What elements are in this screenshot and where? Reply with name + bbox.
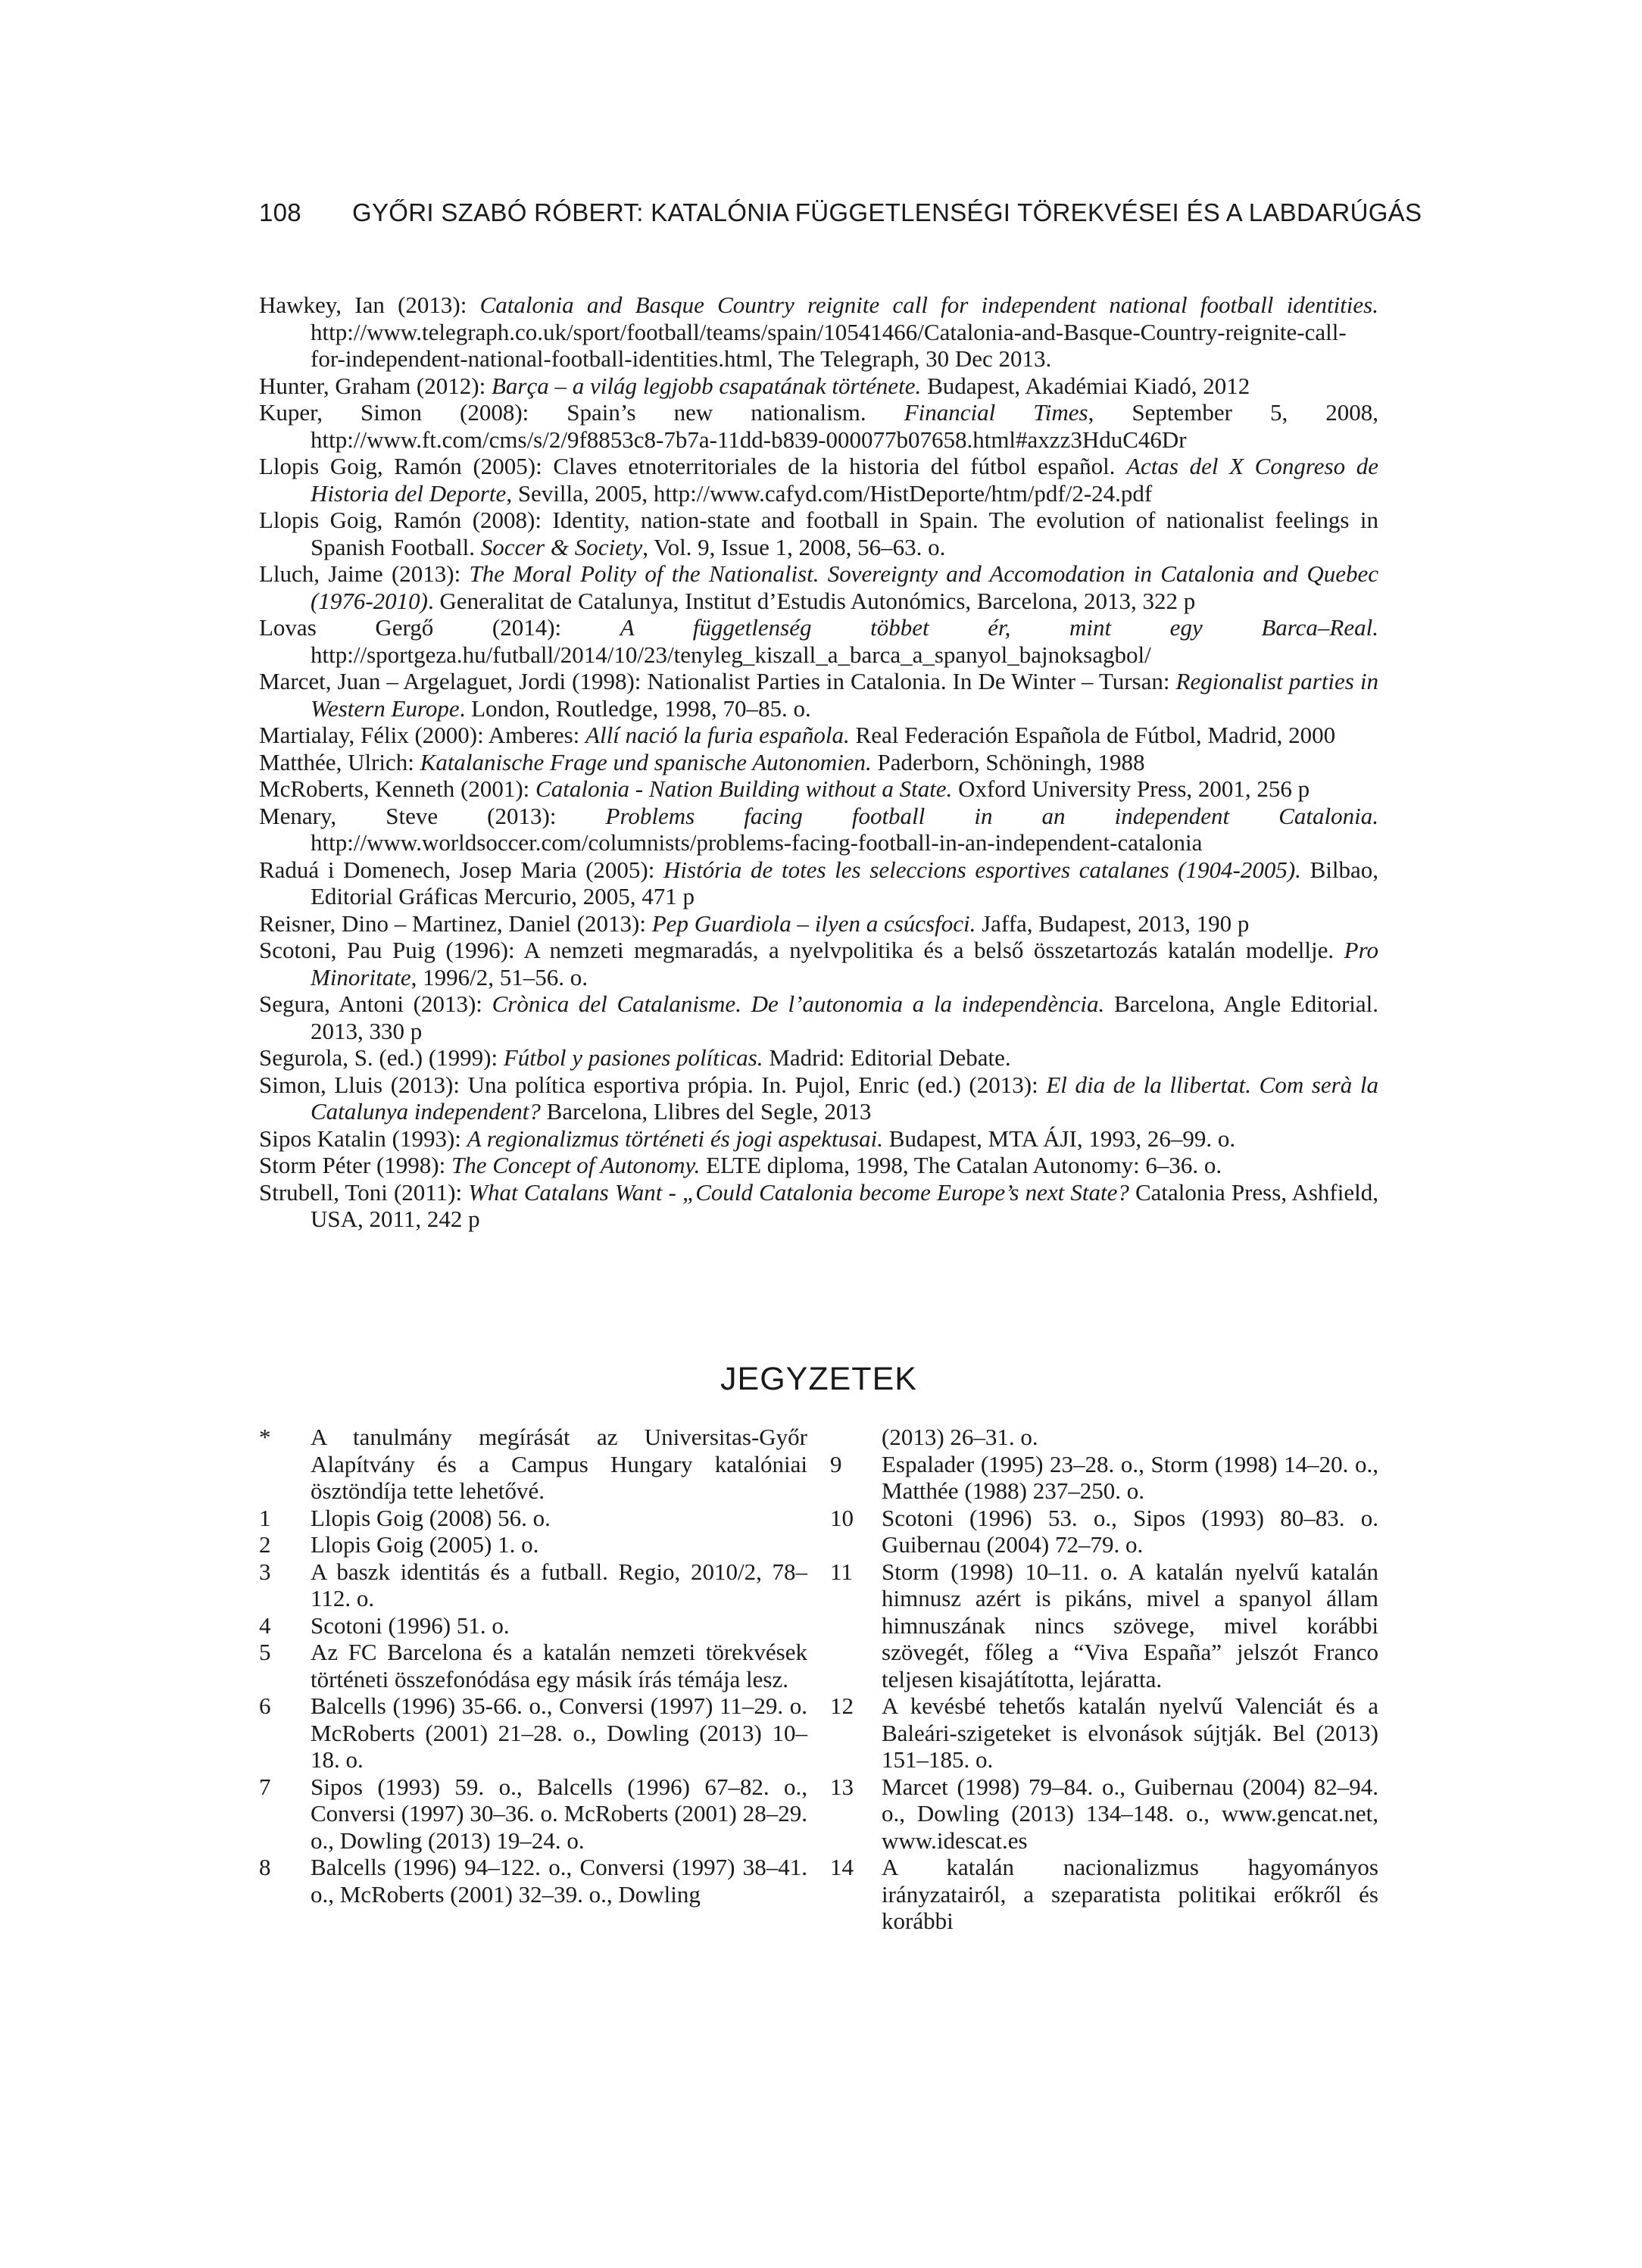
footnote-number: 8 <box>259 1854 271 1880</box>
reference-text: Matthée, Ulrich: <box>259 748 420 775</box>
footnote-number: * <box>259 1424 271 1450</box>
footnote-number: 12 <box>830 1692 854 1719</box>
page-number: 108 <box>259 198 301 226</box>
footnote-text: Scotoni (1996) 53. o., Sipos (1993) 80–83. o. Guibernau (2004) 72–79. o. <box>882 1504 1378 1558</box>
reference-entry <box>259 990 1378 1044</box>
reference-entry <box>259 560 1378 614</box>
reference-text: Sipos Katalin (1993): <box>259 1125 467 1152</box>
footnote-text: Storm (1998) 10–11. o. A katalán nyelvű katalán himnusz azért is pikáns, mivel a spanyol állam himnuszának nincs szövege, mivel korábbi szövegét, főleg a “Viva España” jelszót Franco teljesen kisajátította, lejáratta. <box>882 1558 1378 1692</box>
footnote-number: 11 <box>830 1558 853 1585</box>
reference-text: Storm Péter (1998): <box>259 1152 451 1178</box>
reference-text: Lovas Gergő (2014): <box>259 614 620 641</box>
footnote-text: Sipos (1993) 59. o., Balcells (1996) 67–82. o., Conversi (1997) 30–36. o. McRoberts (2001) 28–29. o., Dowling (2013) 19–24. o. <box>311 1773 807 1854</box>
reference-text: Lluch, Jaime (2013): <box>259 560 470 587</box>
reference-title: Fútbol y pasiones políticas. <box>503 1044 763 1071</box>
footnote <box>259 1558 807 1612</box>
reference-title: Pro Minoritate <box>311 937 1378 990</box>
reference-title: Financial Times <box>904 399 1088 426</box>
reference-entry <box>259 1072 1378 1125</box>
reference-text: Jaffa, Budapest, 2013, 190 p <box>976 909 1250 937</box>
footnote-text: Balcells (1996) 35-66. o., Conversi (1997) 11–29. o. McRoberts (2001) 21–28. o., Dowling (2013) 10–18. o. <box>311 1692 807 1773</box>
footnote <box>259 1505 807 1532</box>
reference-text: Oxford University Press, 2001, 256 p <box>952 775 1310 802</box>
reference-entry <box>259 775 1378 803</box>
footnote-number: 3 <box>259 1558 271 1585</box>
footnote <box>830 1451 1378 1505</box>
reference-entry <box>259 1044 1378 1072</box>
reference-text: http://www.worldsoccer.com/columnists/problems-facing-football-in-an-independent-catalonia <box>311 829 1203 856</box>
reference-entry <box>259 856 1378 910</box>
footnote-number: 9 <box>830 1450 842 1477</box>
footnote-text: A kevésbé tehetős katalán nyelvű Valenciát és a Baleári-szigeteket is elvonások sújtják. Bel (2013) 151–185. o. <box>882 1692 1378 1773</box>
reference-title: Problems facing football in an independent Catalonia. <box>605 802 1378 829</box>
reference-entry <box>259 722 1378 749</box>
reference-entry <box>259 614 1378 668</box>
footnote-text: A katalán nacionalizmus hagyományos irányzatairól, a szeparatista politikai erőkről és korábbi <box>882 1854 1378 1934</box>
reference-title: Soccer & Society <box>480 533 643 560</box>
reference-text: Menary, Steve (2013): <box>259 802 606 829</box>
reference-text: Llopis Goig, Ramón (2008): Identity, nation-state and football in Spain. The evolution of nationalist feelings in Spanish Football. <box>259 507 1378 560</box>
reference-entry <box>259 937 1378 990</box>
footnote-number: 10 <box>830 1504 854 1531</box>
reference-text: Llopis Goig, Ramón (2005): Claves etnoterritoriales de la historia del fútbol español. <box>259 453 1127 479</box>
running-title: GYŐRI SZABÓ RÓBERT: KATALÓNIA FÜGGETLENSÉGI TÖREKVÉSEI ÉS A LABDARÚGÁS <box>352 198 1422 226</box>
reference-entry <box>259 668 1378 722</box>
reference-title: Katalanische Frage und spanische Autonomien. <box>420 748 872 775</box>
reference-text: Marcet, Juan – Argelaguet, Jordi (1998): Nationalist Parties in Catalonia. In De Winter – Tursan: <box>259 668 1176 694</box>
reference-entry <box>259 453 1378 507</box>
notes-right-column <box>830 1424 1378 1935</box>
reference-title: Actas del X Congreso de Historia del Deporte <box>311 453 1378 507</box>
footnote-number <box>830 1424 882 1451</box>
footnote <box>259 1854 807 1908</box>
reference-title: História de totes les seleccions esportives catalanes (1904-2005). <box>663 856 1301 883</box>
reference-entry <box>259 910 1378 937</box>
footnote <box>830 1854 1378 1935</box>
footnote-number: 13 <box>830 1773 854 1800</box>
reference-text: . London, Routledge, 1998, 70–85. o. <box>459 694 811 722</box>
reference-text: Budapest, MTA ÁJI, 1993, 26–99. o. <box>883 1125 1236 1152</box>
reference-text: http://sportgeza.hu/futball/2014/10/23/tenyleg_kiszall_a_barca_a_spanyol_bajnoksagbol/ <box>311 641 1151 668</box>
reference-text: Raduá i Domenech, Josep Maria (2005): <box>259 856 664 883</box>
footnote-text: Llopis Goig (2005) 1. o. <box>311 1531 539 1558</box>
reference-text: http://www.telegraph.co.uk/sport/football/teams/spain/10541466/Catalonia-and-Basque-Country-reignite-call-for-independent-national-football-identities.html, The Telegraph, 30 Dec 2013. <box>311 318 1347 372</box>
footnote-text: A tanulmány megírását az Universitas-Győr Alapítvány és a Campus Hungary katalóniai ösztöndíja tette lehetővé. <box>311 1424 807 1504</box>
footnote-number: 1 <box>259 1504 271 1531</box>
footnote-number: 4 <box>259 1611 271 1639</box>
reference-entry <box>259 507 1378 560</box>
footnote <box>830 1424 1378 1451</box>
reference-text: Real Federación Española de Fútbol, Madrid, 2000 <box>849 722 1336 748</box>
reference-text: , 1996/2, 51–56. o. <box>410 963 588 990</box>
reference-text: Reisner, Dino – Martinez, Daniel (2013): <box>259 909 652 937</box>
reference-text: Strubell, Toni (2011): <box>259 1178 469 1206</box>
footnote-text: Az FC Barcelona és a katalán nemzeti törekvések történeti összefonódása egy másik írás témája lesz. <box>311 1639 807 1692</box>
reference-text: Segurola, S. (ed.) (1999): <box>259 1044 504 1071</box>
reference-text: Hunter, Graham (2012): <box>259 372 492 399</box>
reference-text: Barcelona, Llibres del Segle, 2013 <box>540 1098 872 1125</box>
reference-text: Barcelona, Angle Editorial. 2013, 330 p <box>311 990 1379 1044</box>
footnote <box>259 1531 807 1558</box>
footnote <box>259 1774 807 1855</box>
footnote-text: Scotoni (1996) 51. o. <box>311 1611 510 1639</box>
reference-text: Simon, Lluis (2013): Una política esportiva própia. In. Pujol, Enric (ed.) (2013): <box>259 1071 1047 1098</box>
reference-title: Pep Guardiola – ilyen a csúcsfoci. <box>651 909 976 937</box>
footnote <box>259 1639 807 1692</box>
reference-title: The Moral Polity of the Nationalist. Sovereignty and Accomodation in Catalonia and Quebec (1976-2010) <box>311 560 1378 614</box>
reference-text: , Vol. 9, Issue 1, 2008, 56–63. o. <box>642 533 946 560</box>
reference-entry <box>259 1152 1378 1179</box>
reference-entry <box>259 1179 1378 1233</box>
footnote-text: Balcells (1996) 94–122. o., Conversi (1997) 38–41. o., McRoberts (2001) 32–39. o., Dowling <box>311 1854 807 1908</box>
footnote-number: 2 <box>259 1531 271 1558</box>
footnote-text: A baszk identitás és a futball. Regio, 2010/2, 78–112. o. <box>311 1558 807 1611</box>
footnote-text: Llopis Goig (2008) 56. o. <box>311 1504 551 1531</box>
reference-title: Catalonia - Nation Building without a State. <box>535 775 953 802</box>
reference-text: , Sevilla, 2005, http://www.cafyd.com/HistDeporte/htm/pdf/2-24.pdf <box>506 479 1153 507</box>
reference-entry <box>259 399 1378 453</box>
footnote-text: Marcet (1998) 79–84. o., Guibernau (2004) 82–94. o., Dowling (2013) 134–148. o., www.gencat.net, www.idescat.es <box>882 1773 1378 1854</box>
reference-title: Allí nació la furia española. <box>585 722 850 748</box>
reference-title: Regionalist parties in Western Europe <box>311 668 1378 722</box>
reference-title: A regionalizmus történeti és jogi aspektusai. <box>467 1125 884 1152</box>
reference-text: Hawkey, Ian (2013): <box>259 292 480 318</box>
reference-text: Bilbao, Editorial Gráficas Mercurio, 2005, 471 p <box>311 856 1378 909</box>
reference-title: What Catalans Want - „Could Catalonia become Europe’s next State? <box>468 1178 1129 1206</box>
reference-entry <box>259 292 1378 373</box>
reference-text: McRoberts, Kenneth (2001): <box>259 775 536 802</box>
reference-text: Madrid: Editorial Debate. <box>763 1044 1011 1071</box>
footnote <box>830 1505 1378 1558</box>
reference-title: El dia de la llibertat. Com serà la Catalunya independent? <box>311 1071 1378 1125</box>
running-header <box>259 198 1422 236</box>
reference-text: Segura, Antoni (2013): <box>259 990 492 1017</box>
footnote-number: 6 <box>259 1692 271 1719</box>
footnote-text: (2013) 26–31. o. <box>882 1424 1038 1450</box>
footnote <box>830 1692 1378 1774</box>
bibliography <box>259 292 1378 1233</box>
footnote-text: Espalader (1995) 23–28. o., Storm (1998) 14–20. o., Matthée (1988) 237–250. o. <box>882 1450 1378 1504</box>
footnote-number: 14 <box>830 1854 854 1880</box>
reference-entry <box>259 373 1378 400</box>
notes-left-column <box>259 1424 807 1908</box>
reference-text: . Generalitat de Catalunya, Institut d’Estudis Autonómics, Barcelona, 2013, 322 p <box>427 587 1196 614</box>
reference-text: Catalonia Press, Ashfield, USA, 2011, 242 p <box>311 1178 1378 1232</box>
reference-entry <box>259 749 1378 776</box>
reference-text: Martialay, Félix (2000): Amberes: <box>259 722 586 748</box>
footnote <box>830 1774 1378 1855</box>
reference-text: ELTE diploma, 1998, The Catalan Autonomy: 6–36. o. <box>700 1152 1222 1178</box>
reference-text: Budapest, Akadémiai Kiadó, 2012 <box>921 372 1250 399</box>
footnote <box>259 1692 807 1774</box>
footnote-number: 5 <box>259 1639 271 1665</box>
reference-text: Paderborn, Schöningh, 1988 <box>871 748 1145 775</box>
reference-text: , September 5, 2008, http://www.ft.com/cms/s/2/9f8853c8-7b7a-11dd-b839-000077b07658.html#axzz3HduC46Dr <box>311 399 1378 453</box>
footnote <box>259 1612 807 1639</box>
reference-title: The Concept of Autonomy. <box>451 1152 701 1178</box>
footnote <box>830 1558 1378 1693</box>
reference-text: Scotoni, Pau Puig (1996): A nemzeti megmaradás, a nyelvpolitika és a belső összetartozás katalán modellje. <box>259 937 1344 963</box>
footnote-number: 7 <box>259 1773 271 1800</box>
reference-title: Crònica del Catalanisme. De l’autonomia a la independència. <box>492 990 1105 1017</box>
notes-title: JEGYZETEK <box>720 1361 917 1397</box>
reference-title: Catalonia and Basque Country reignite call for independent national football identities. <box>479 292 1378 318</box>
reference-title: Barça – a világ legjobb csapatának története. <box>491 372 922 399</box>
reference-title: A függetlenség többet ér, mint egy Barca–Real. <box>620 614 1378 641</box>
footnote <box>259 1424 807 1505</box>
reference-entry <box>259 803 1378 856</box>
reference-entry <box>259 1125 1378 1153</box>
reference-text: Kuper, Simon (2008): Spain’s new nationalism. <box>259 399 904 426</box>
